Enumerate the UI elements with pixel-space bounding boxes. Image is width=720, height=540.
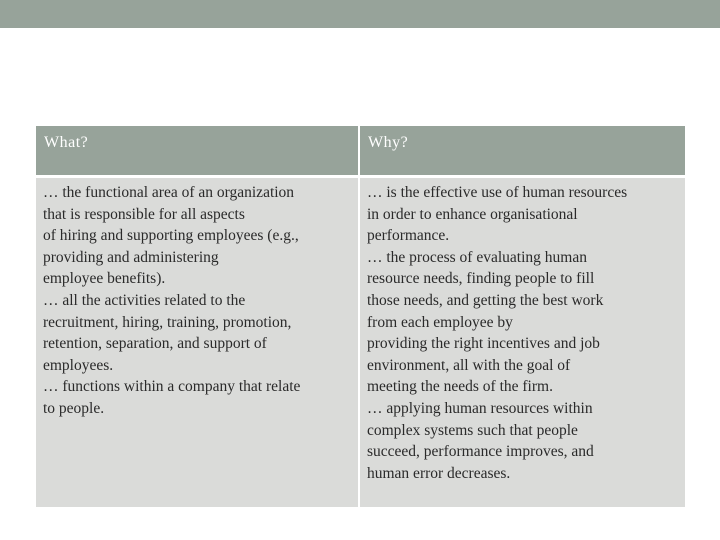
- header-what: What?: [36, 126, 359, 177]
- why-line: in order to enhance organisational: [367, 205, 578, 223]
- what-line: … the functional area of an organization: [43, 184, 295, 201]
- why-line: … applying human resources within: [367, 399, 593, 417]
- why-line: providing the right incentives and job: [367, 335, 600, 353]
- why-line: … is the effective use of human resources: [367, 184, 628, 201]
- why-line: resource needs, finding people to fill: [367, 270, 595, 288]
- what-line: that is responsible for all aspects: [43, 205, 245, 223]
- why-line: those needs, and getting the best work: [367, 291, 604, 309]
- what-why-table: [36, 126, 685, 507]
- what-cell: [36, 177, 359, 508]
- what-line: employees.: [43, 356, 114, 374]
- why-line: meeting the needs of the firm.: [367, 378, 553, 396]
- why-line: complex systems such that people: [367, 421, 578, 439]
- table-header-row: [36, 126, 685, 177]
- top-accent-bar: [0, 0, 720, 28]
- what-line: providing and administering: [43, 248, 219, 266]
- why-line: succeed, performance improves, and: [367, 443, 594, 461]
- why-line: from each employee by: [367, 313, 513, 331]
- why-line: environment, all with the goal of: [367, 356, 571, 374]
- header-why: Why?: [359, 126, 685, 177]
- what-line: to people.: [43, 399, 105, 417]
- what-line: retention, separation, and support of: [43, 335, 267, 353]
- table-row: [36, 177, 685, 508]
- why-cell: [359, 177, 685, 508]
- what-line: recruitment, hiring, training, promotion,: [43, 313, 292, 331]
- what-line: … functions within a company that relate: [43, 378, 301, 396]
- what-line: employee benefits).: [43, 270, 166, 288]
- what-line: of hiring and supporting employees (e.g.,: [43, 227, 299, 245]
- why-line: human error decreases.: [367, 464, 511, 482]
- why-line: … the process of evaluating human: [367, 248, 587, 266]
- what-line: … all the activities related to the: [43, 291, 246, 309]
- why-line: performance.: [367, 227, 450, 245]
